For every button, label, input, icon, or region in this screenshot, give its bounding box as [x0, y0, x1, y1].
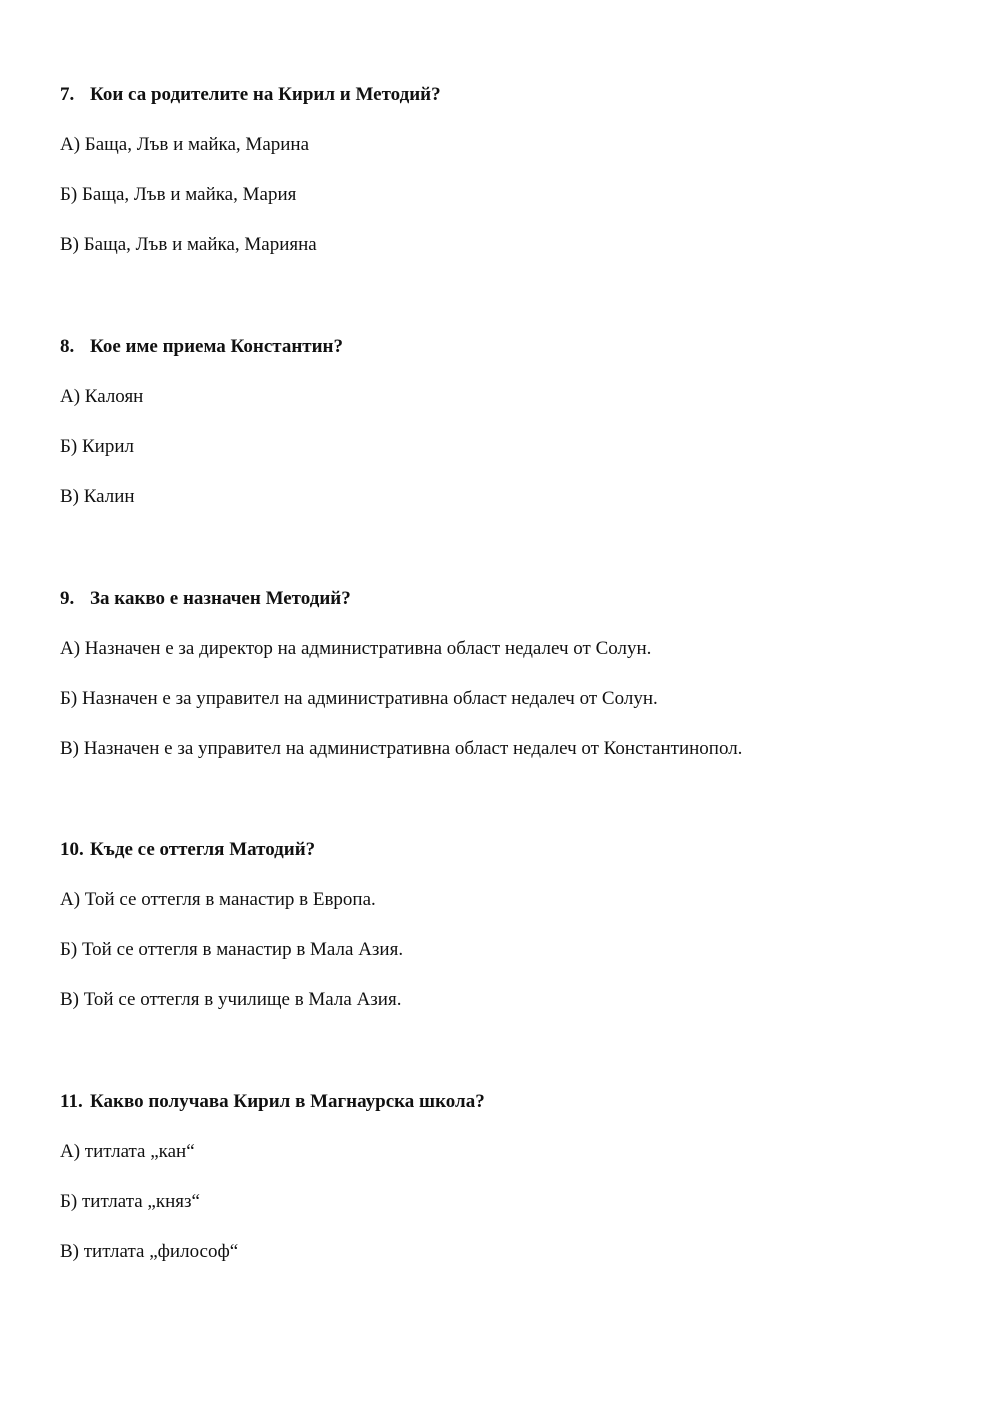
- question-7: [60, 84, 940, 255]
- answer-option-b: Б) Баща, Лъв и майка, Мария: [60, 184, 297, 205]
- question-11: [60, 1091, 940, 1262]
- question-text: За какво е назначен Методий?: [90, 588, 351, 609]
- question-number: 10.: [60, 839, 84, 860]
- answer-option-b: Б) Назначен е за управител на административна област недалеч от Солун.: [60, 688, 658, 709]
- answer-option-c: В) Назначен е за управител на административна област недалеч от Константинопол.: [60, 738, 743, 759]
- question-8: [60, 336, 940, 507]
- question-number: 9.: [60, 588, 75, 609]
- answer-option-b: Б) Кирил: [60, 436, 134, 457]
- question-number: 11.: [60, 1091, 83, 1112]
- question-number: 8.: [60, 336, 75, 357]
- question-text: Кое име приема Константин?: [90, 336, 343, 357]
- question-title: [60, 336, 940, 358]
- answer-option-c: В) титлата „философ“: [60, 1241, 239, 1262]
- question-9: [60, 588, 940, 759]
- answer-option-c: В) Той се оттегля в училище в Мала Азия.: [60, 989, 402, 1010]
- answer-option-a: А) Той се оттегля в манастир в Европа.: [60, 889, 376, 910]
- answer-option-a: А) Баща, Лъв и майка, Марина: [60, 134, 310, 155]
- answer-option-c: В) Калин: [60, 486, 135, 507]
- answer-option-b: Б) титлата „княз“: [60, 1191, 200, 1212]
- question-text: Кои са родителите на Кирил и Методий?: [90, 84, 441, 105]
- question-title: [60, 588, 940, 610]
- answer-option-a: А) титлата „кан“: [60, 1141, 195, 1162]
- answer-option-c: В) Баща, Лъв и майка, Марияна: [60, 234, 317, 255]
- question-title: [60, 1091, 940, 1113]
- question-number: 7.: [60, 84, 75, 105]
- question-title: [60, 839, 940, 861]
- question-text: Какво получава Кирил в Магнаурска школа?: [90, 1091, 485, 1112]
- question-10: [60, 839, 940, 1010]
- answer-option-b: Б) Той се оттегля в манастир в Мала Азия.: [60, 939, 404, 960]
- question-text: Къде се оттегля Матодий?: [90, 839, 316, 860]
- answer-option-a: А) Назначен е за директор на административна област недалеч от Солун.: [60, 638, 652, 659]
- answer-option-a: А) Калоян: [60, 386, 144, 407]
- question-title: [60, 84, 940, 106]
